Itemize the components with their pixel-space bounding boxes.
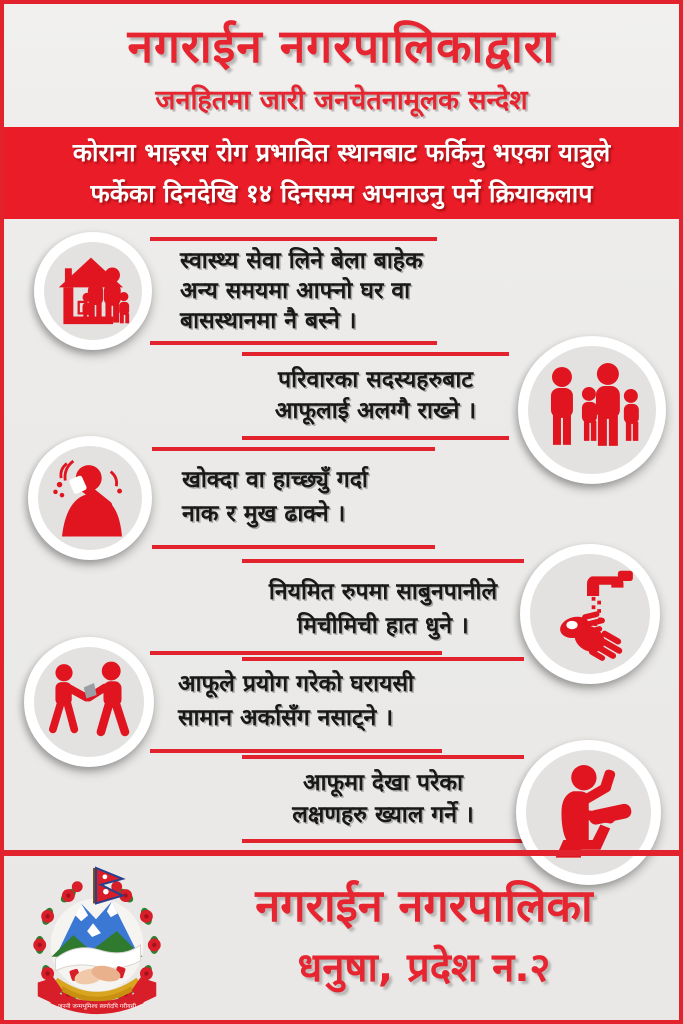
item-3-line-1: खोक्दा वा हाच्छ्युँ गर्दा: [182, 467, 368, 493]
item-1-text: [150, 237, 437, 345]
item-6-line-1: आफूमा देखा परेका: [302, 770, 464, 796]
no-sharing-icon-circle: [24, 637, 154, 767]
item-1-line-3: बासस्थानमा नै बस्ने ।: [180, 308, 357, 334]
item-4-text: [242, 559, 524, 661]
item-5-line-1: आफूले प्रयोग गरेको घरायसी: [178, 671, 414, 697]
family-distance-icon: [542, 360, 642, 460]
footer-divider: [4, 850, 679, 856]
item-5-text: [150, 651, 442, 753]
item-1-line-2: अन्य समयमा आफ्नो घर वा: [180, 278, 411, 304]
item-3-line-2: नाक र मुख ढाक्ने ।: [182, 501, 346, 527]
item-3-text: [152, 447, 435, 549]
item-2-line-2: आफूलाई अलग्गै राख्ने ।: [274, 398, 477, 424]
municipality-emblem-icon: [16, 862, 178, 1020]
item-1-line-1: स्वास्थ्य सेवा लिने बेला बाहेक: [180, 248, 423, 274]
item-4-line-1: नियमित रुपमा साबुनपानीले: [268, 579, 498, 605]
headline-banner: [4, 127, 679, 219]
item-2-text: [242, 352, 509, 440]
symptom-check-icon: [540, 764, 638, 862]
item-6-line-2: लक्षणहरु ख्याल गर्ने ।: [292, 802, 474, 828]
emblem-motto: जननी जन्मभूमिश्च स्वर्गादपि गरीयसी: [57, 1004, 137, 1011]
item-4-line-2: मिचीमिची हात धुने ।: [297, 613, 469, 639]
stay-home-icon: [55, 253, 131, 329]
page-subtitle: जनहितमा जारी जनचेतनामूलक सन्देश: [155, 85, 528, 116]
item-2-line-1: परिवारका सदस्यहरुबाट: [278, 367, 473, 393]
hand-washing-icon-circle: [520, 544, 660, 684]
no-sharing-icon: [46, 659, 132, 745]
cough-cover-icon-circle: [28, 436, 152, 560]
footer-municipality-name: नगराईन नगरपालिका: [255, 879, 593, 932]
banner-line-2: फर्केका दिनदेखि १४ दिनसम्म अपनाउनु पर्ने क्रियाकलाप: [90, 179, 593, 208]
item-5-line-2: सामान अर्कासँग नसाट्ने ।: [178, 705, 394, 731]
symptom-check-icon-circle: [516, 740, 661, 885]
cough-cover-icon: [49, 457, 130, 538]
footer-district: धनुषा, प्रदेश न.२: [297, 945, 551, 991]
hand-washing-icon: [543, 567, 637, 661]
page-title: नगराईन नगरपालिकाद्वारा: [127, 19, 556, 73]
banner-line-1: कोराना भाइरस रोग प्रभावित स्थानबाट फर्किनु भएका यात्रुले: [72, 138, 611, 167]
stay-home-icon-circle: [34, 232, 152, 350]
family-distance-icon-circle: [518, 336, 666, 484]
item-6-text: [242, 755, 524, 843]
